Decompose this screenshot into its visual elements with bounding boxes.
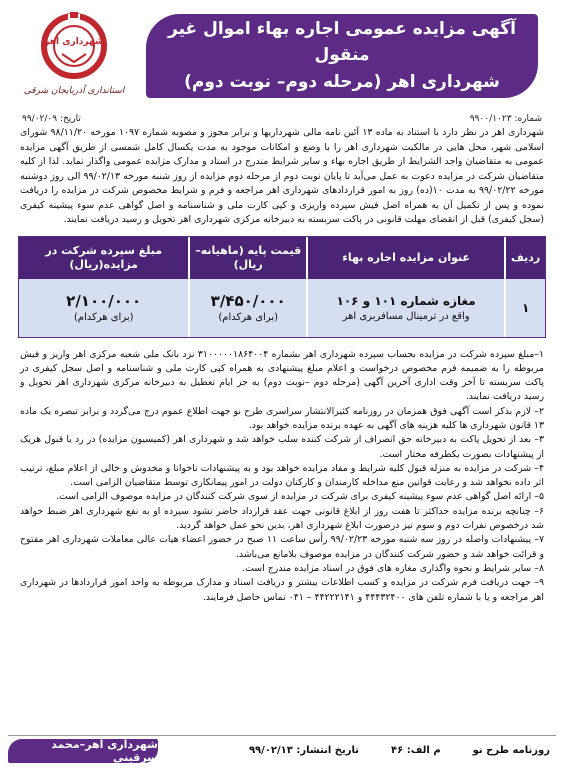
header-deposit: مبلغ سپرده شرکت در مزایده(ریال): [45, 243, 163, 271]
issue-code: م الف: ۴۶: [391, 745, 441, 756]
municipality-logo-icon: [34, 10, 114, 84]
term-item: ۵– ارائه اصل گواهی عدم سوء پیشینه کیفری برای شرکت در مزایده از سوی شرکت کنندگان در مزایده موصوف الزامی است.: [55, 491, 544, 503]
header-row-number: ردیف: [504, 237, 545, 279]
newspaper-name: روزنامه طرح نو: [472, 745, 550, 756]
meta-line: [8, 112, 556, 126]
term-item: ۹– جهت دریافت فرم شرکت در مزایده و کسب اطلاعات بیشتر و دریافت اسناد و مدارک مربوطه به واحد امور قراردادها در شهرداری اهر مراجعه و یا با شماره تلفن های ۴۴۴۳۲۴۰۰ و ۴۴۲۲۲۱۴۱ – ۰۴۱ تماس حاصل فرمایند.: [20, 577, 544, 603]
term-item: ۲– لازم بذکر است آگهی فوق همزمان در روزنامه کثیرالانتشار سراسری طرح نو جهت اطلاع عموم درج می‌گردد و برابر تبصره یک ماده ۱۳ قانون شهرداری ها کلیه هزینه های آگهی به عهده برنده مزایده خواهد بود.: [20, 405, 544, 431]
header: [8, 6, 556, 112]
term-item: ۴– شرکت در مزایده به منزله قبول کلیه شرایط و مفاد مزایده خواهد بود و به پیشنهادات ناخوانا و مخدوش و خالی از اعلام مبلغ، ترتیب اثر داده نخواهد شد و رعایت قوانین منع مداخله کارمندان و کارکنان دولت در امور پیمانکاری توسط متقاضیان الزامی است.: [20, 462, 544, 489]
logo-area: [14, 10, 134, 110]
terms-list: [8, 348, 556, 605]
title-banner: [146, 14, 538, 98]
deposit-note: (برای هرکدام): [73, 311, 134, 323]
term-item: ۷– پیشنهادات واصله در روز سه شنبه مورخه ۹۹/۰۲/۲۳ رأس ساعت ۱۱ صبح در حضور اعضاء هیات عالی معاملات شهرداری اهر مفتوح و قرائت خواهد شد و حضور شرکت کنندگان در مزایده موصوف بلامانع می‌باشد.: [20, 534, 544, 560]
footer-publication-info: [249, 745, 556, 756]
footer: [8, 735, 556, 765]
deposit-value: ۲/۱۰۰/۰۰۰: [66, 291, 142, 310]
logo-text: شهرداری اهر: [44, 37, 104, 47]
intro-paragraph: شهرداری اهر در نظر دارد با استناد به ماده ۱۳ آئین نامه مالی شهرداریها و برابر مجوز و مصوبه شماره ۱۰۹۷ مورخه ۹۸/۱۱/۲۰ شورای اسلامی شهر، محل هایی در مالکیت شهرداری اهر را با وضع و امکانات موجود به مدت یکسال کامل شمسی از طریق آگهی مزایده عمومی به متقاضیان واجد الشرایط از طریق اجاره بهاء و سایر شرایط مندرج در اسناد و مدارک مزایده عمومی واگذار نماید. لذا از کلیه متقاضیان شرکت در مزایده دعوت به عمل می‌آید تا پایان نوبت دوم از مرحله دوم مزایده از روز شنبه مورخه ۹۹/۰۲/۱۳ الی روز دوشنبه مورخه ۹۹/۰۲/۲۲ به مدت ۱۰(ده) روز به امور قراردادهای شهرداری اهر مراجعه و فرم و شرایط مخصوص شرکت در مزایده را دریافت نموده و پس از تکمیل آن به همراه اصل فیش سپرده واریزی و کپی کارت ملی و شناسنامه و اصل گواهی عدم سوء پیشینه کیفری (سجل کیفری) قبل از انقضای مهلت قانونی در پاکت سربسته به دبیرخانه مرکزی شهرداری اهر تحویل و رسید دریافت نمایند.: [20, 127, 544, 225]
publish-date: تاریخ انتشار: ۹۹/۰۲/۱۳: [248, 745, 360, 756]
term-item: ۳– بعد از تحویل پاکت به دبیرخانه حق انصراف از شرکت کننده سلب خواهد شد و شهرداری اهر (کمیسیون مزایده) در رد یا قبول هریک از پیشنهادات بصورت یکطرفه مختار است.: [20, 434, 544, 460]
term-item: ۶– چنانچه برنده مزایده حداکثر تا هفت روز از ابلاغ قانونی جهت عقد قرارداد حاضر نشود سپرده او به نفع شهرداری اهر ضبط خواهد شد درخصوص نفرات دوم و سوم نیز درصورت ابلاغ شهرداری اهر، بدین نحو عمل خواهد گردید.: [20, 505, 544, 532]
logo-caption: استانداری آذربایجان شرقی: [23, 86, 125, 96]
header-base-price: قیمت پایه (ماهیانه–ریال): [188, 237, 306, 279]
document-date: تاریخ: ۹۹/۰۲/۰۹: [22, 114, 81, 124]
title-line-1: آگهی مزایده عمومی اجاره بهاء اموال غیر منقول: [168, 19, 516, 65]
base-price-note: (برای هرکدام): [218, 311, 279, 323]
base-price-value: ۳/۴۵۰/۰۰۰: [210, 291, 286, 310]
reference-number: شماره: ۹۹۰۰/۱۰۲۳: [469, 114, 542, 124]
header-title: عنوان مزایده اجاره بهاء: [306, 237, 504, 279]
title-line-2: شهرداری اهر (مرحله دوم– نوبت دوم): [184, 72, 500, 92]
table-header: [19, 237, 545, 279]
item-title: مغازه شماره ۱۰۱ و ۱۰۶: [336, 293, 476, 308]
term-item: ۱–مبلغ سپرده شرکت در مزایده بحساب سپرده شهرداری اهر بشماره ۳۱۰۰۰۰۰۱۸۶۴۰۰۴ نزد بانک ملی شعبه مرکزی اهر واریز و فیش مربوطه را به ضمیمه فرم مخصوص درخواست و اعلام مبلغ پیشنهادی به همراه کپی کارت ملی و شناسنامه و اصل سجل کیفری در پاکت سربسته تا آخر وقت اداری آخرین آگهی (مرحله دوم –نوبت دوم) به جز ایام تعطیل به دبیرخانه مرکزی شهرداری اهر تحویل و رسید دریافت نمایند.: [20, 348, 544, 403]
row-number: ۱: [521, 300, 530, 315]
term-item: ۸– سایر شرایط و نحوه واگذاری مغازه های فوق در اسناد مزایده مندرج است.: [242, 562, 544, 574]
signature-badge: شهرداری اهر–محمد سرقینی: [8, 739, 158, 763]
table-row: [19, 279, 545, 337]
item-location: واقع در ترمینال مسافربری اهر: [342, 310, 470, 322]
auction-table: [18, 236, 546, 338]
